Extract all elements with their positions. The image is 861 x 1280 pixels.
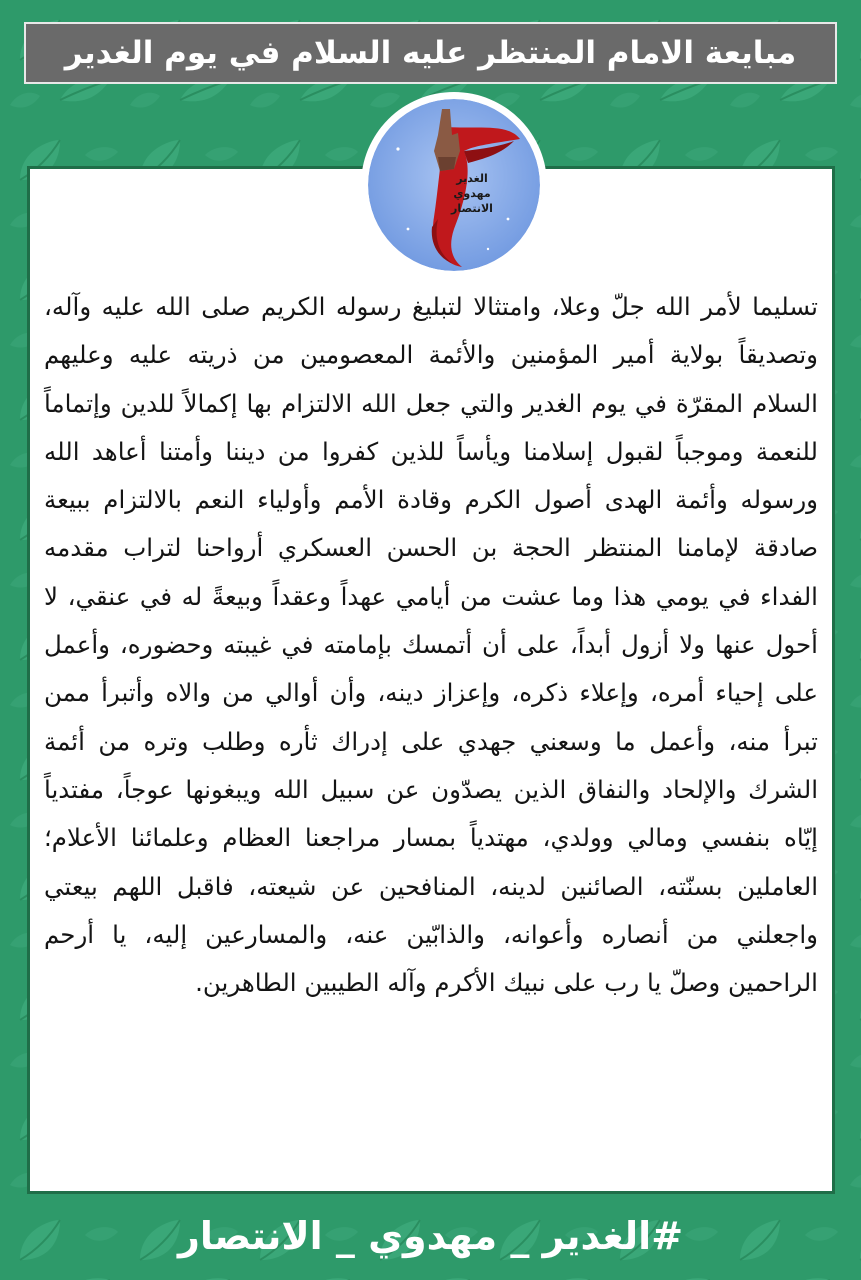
logo-text — [441, 171, 503, 216]
pledge-text: تسليما لأمر الله جلّ وعلا، وامتثالا لتبليغ رسوله الكريم صلى الله عليه وآله، وتصديقاً بولاية أمير المؤمنين والأئمة المعصومين من ذريته عليه وعليهم السلام المقرّة في يوم الغدير والتي جعل الله الالتزام بها إكمالاً للدين وإتماماً للنعمة وموجباً لقبول إسلامنا ويأساً للذين كفروا من ديننا وأمتنا أعاهد الله ورسوله وأئمة الهدى أصول الكرم وقادة الأمم وأولياء النعم بالالتزام ببيعة صادقة لإمامنا المنتظر الحجة بن الحسن العسكري أرواحنا لتراب مقدمه الفداء في يومي هذا وما عشت من أيامي عهداً وعقداً وبيعةً له في عنقي، لا أحول عنها ولا أزول أبداً، على أن أتمسك بإمامته في غيبته وحضوره، وأعمل على إحياء أمره، وإعلاء ذكره، وإعزاز دينه، وأن أوالي من والاه وأتبرأ ممن تبرأ منه، وأعمل ما وسعني جهدي على إدراك ثأره وطلب وتره من أئمة الشرك والإلحاد والنفاق الذين يصدّون عن سبيل الله ويبغونها عوجاً، مفتدياً إيّاه بنفسي ومالي وولدي، مهتدياً بمسار مراجعنا العظام وعلمائنا الأعلام؛ العاملين بسنّته، الصائنين لدينه، المنافحين عن شيعته، فاقبل اللهم بيعتي واجعلني من أنصاره وأعوانه، والذابّين عنه، والمسارعين إليه، يا أرحم الراحمين وصلّ يا رب على نبيك الأكرم وآله الطيبين الطاهرين. — [44, 292, 818, 998]
logo-badge — [361, 92, 547, 278]
logo-line-3: الانتصار — [451, 202, 493, 215]
logo-line-1: الغدير — [456, 172, 488, 185]
hashtag-footer: #الغدير _ مهدوي _ الانتصار — [177, 1214, 684, 1258]
logo-circle — [368, 99, 540, 271]
page-title: مبايعة الامام المنتظر عليه السلام في يوم الغدير — [64, 35, 797, 71]
logo-line-2: مهدوي — [453, 187, 491, 200]
title-banner — [24, 22, 837, 84]
